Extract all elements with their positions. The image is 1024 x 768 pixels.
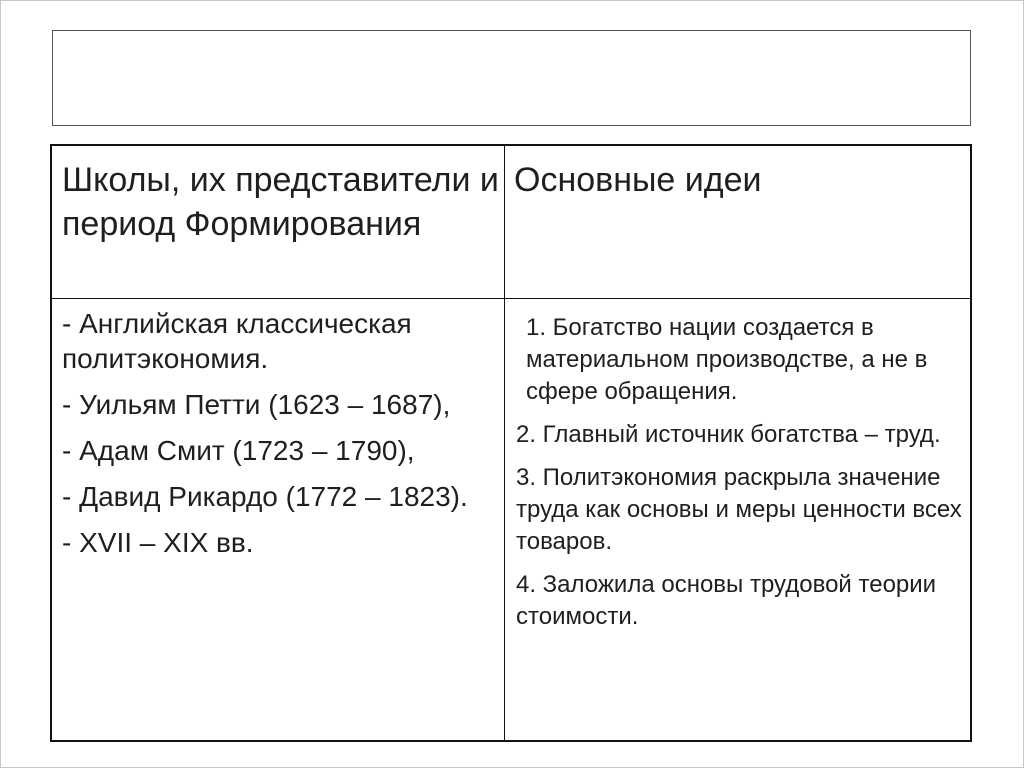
idea-line: 2. Главный источник богатства – труд. <box>516 421 941 448</box>
header-schools: Школы, их представители и период Формирования <box>62 161 499 243</box>
ideas-cell <box>516 312 966 644</box>
school-line: - Уильям Петти (1623 – 1687), <box>62 389 451 420</box>
school-line: - Английская классическая политэкономия. <box>62 308 412 374</box>
column-divider <box>504 146 505 740</box>
school-line: - Давид Рикардо (1772 – 1823). <box>62 481 468 512</box>
slide-title-box <box>52 30 971 126</box>
idea-line: 1. Богатство нации создается в материальном производстве, а не в сфере обращения. <box>526 314 928 405</box>
header-ideas: Основные идеи <box>514 161 762 199</box>
idea-line: 3. Политэкономия раскрыла значение труда как основы и меры ценности всех товаров. <box>516 464 962 555</box>
header-divider <box>52 298 970 299</box>
schools-cell <box>62 306 502 571</box>
comparison-table <box>50 144 972 742</box>
school-line: - XVII – XIX вв. <box>62 527 254 558</box>
school-line: - Адам Смит (1723 – 1790), <box>62 435 415 466</box>
idea-line: 4. Заложила основы трудовой теории стоимости. <box>516 571 937 630</box>
